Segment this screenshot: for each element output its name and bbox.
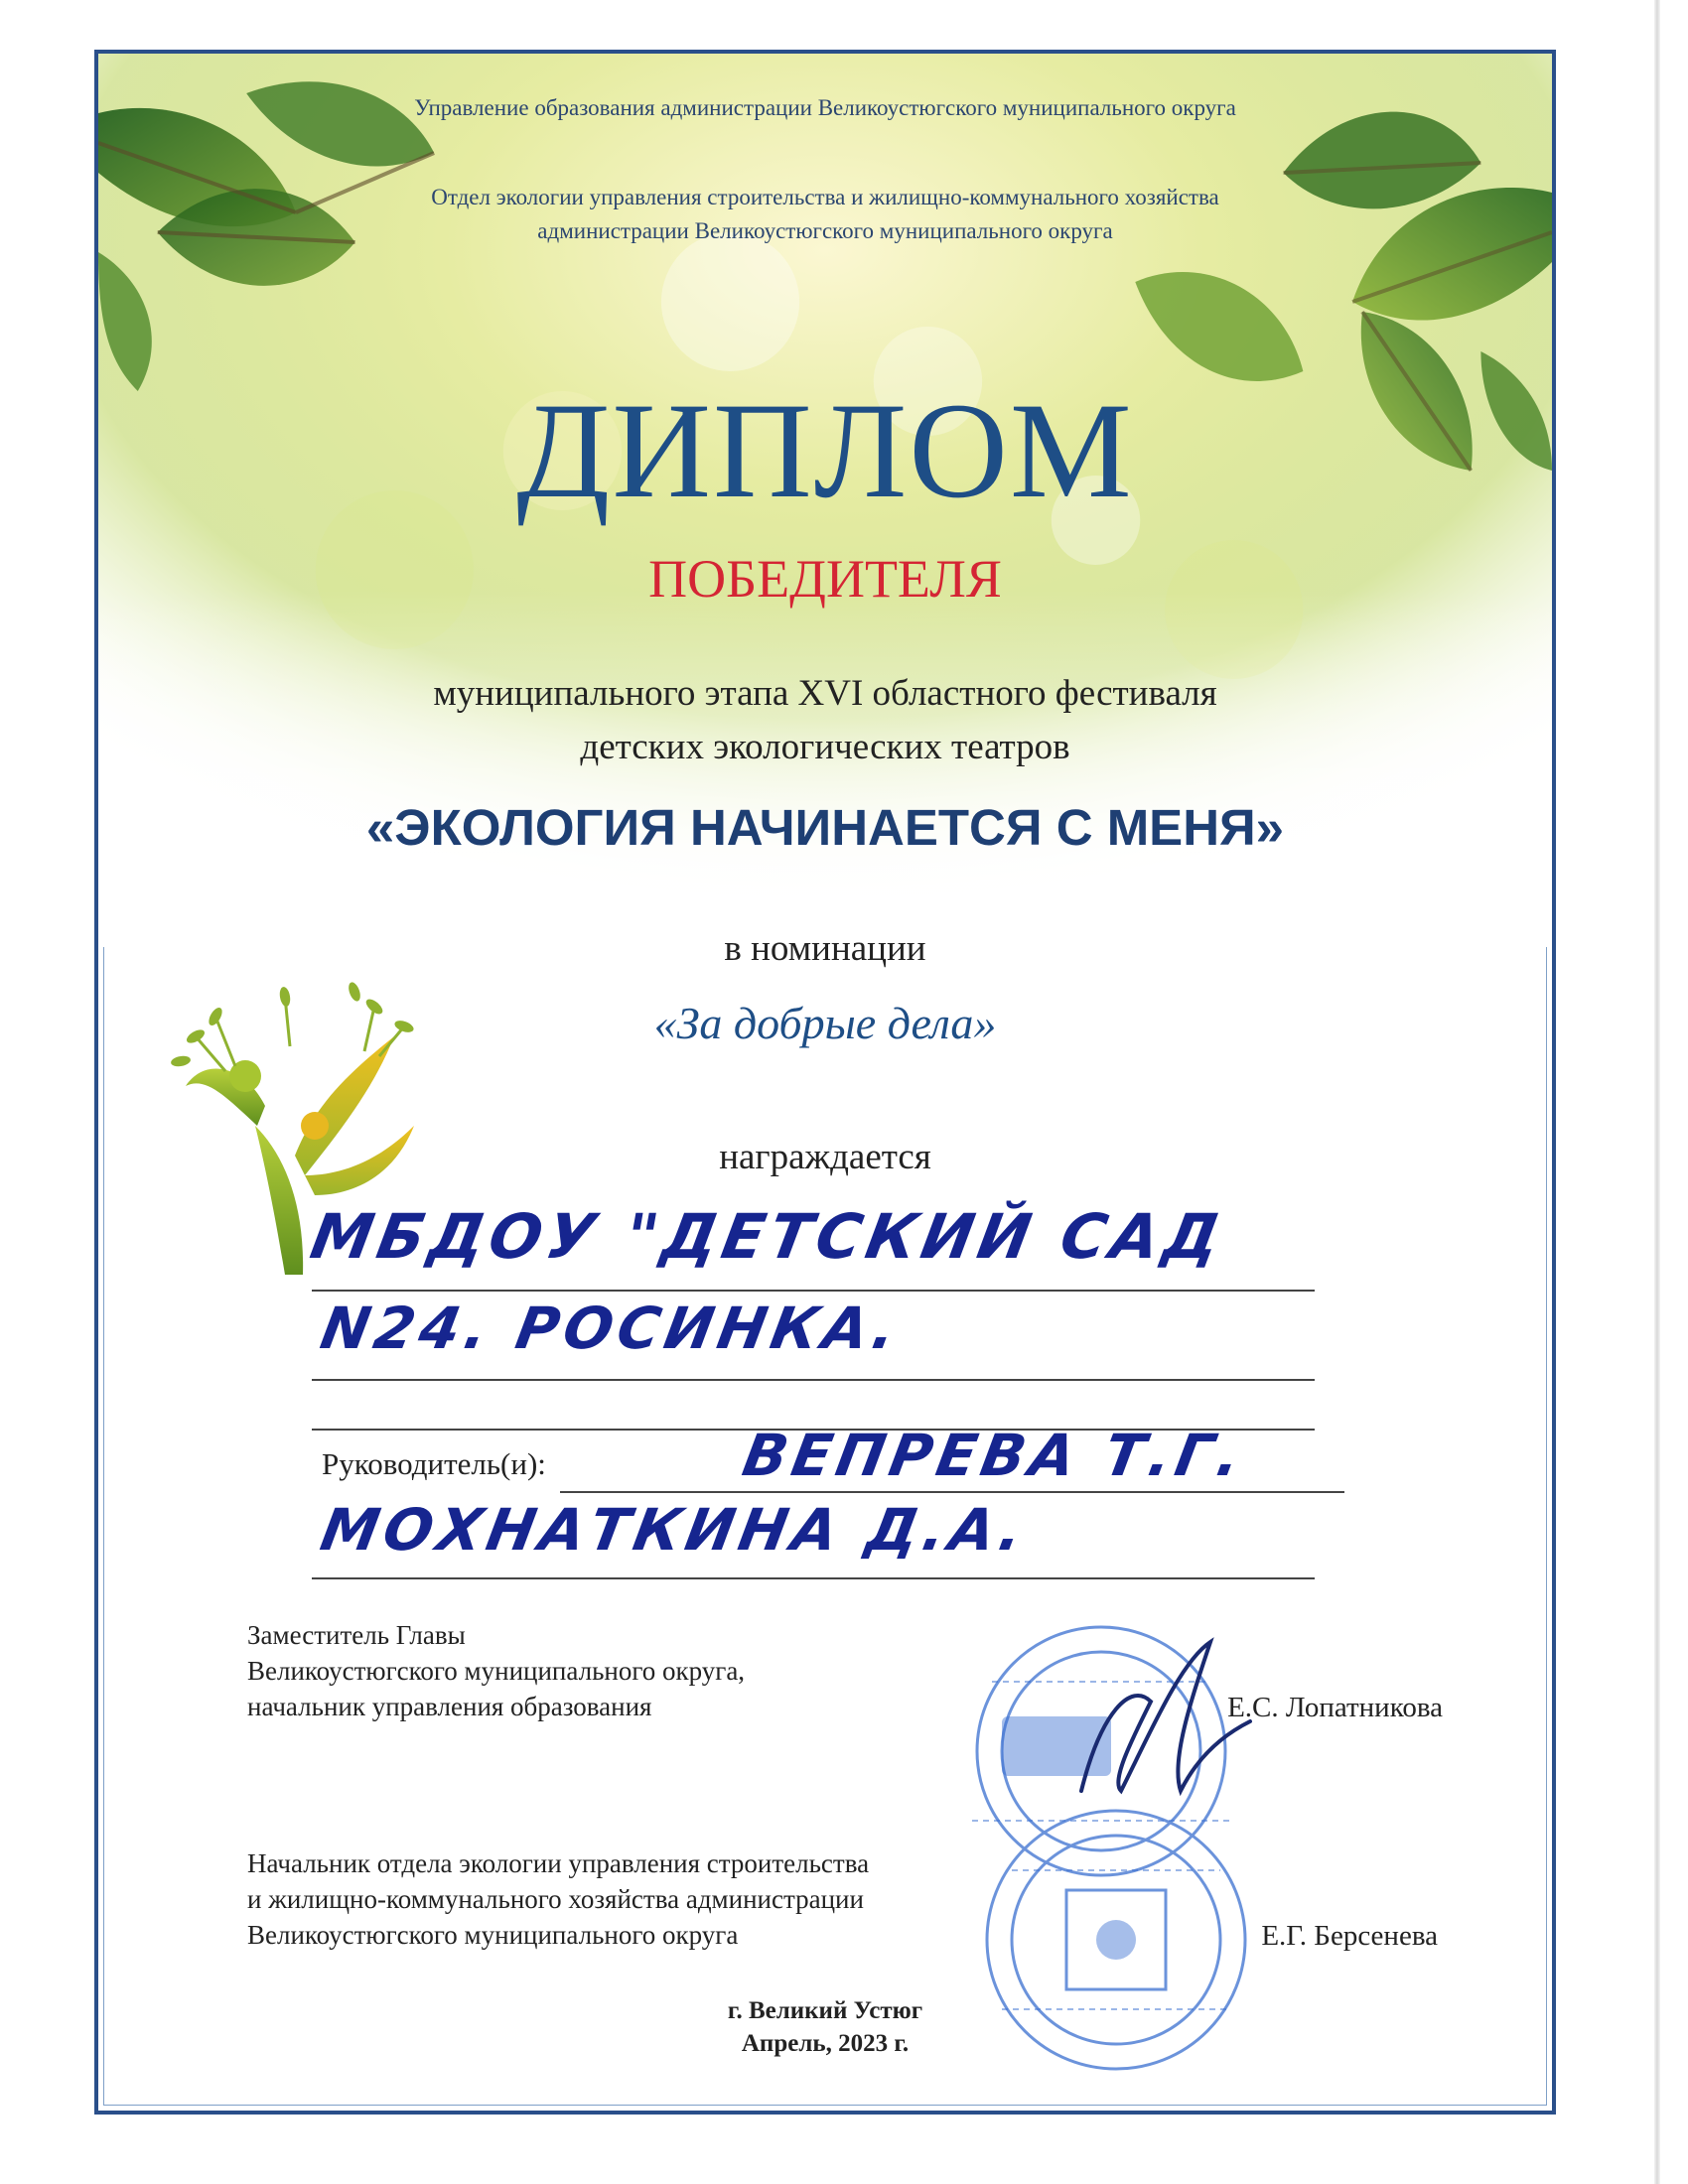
second-signatory-title-line-2: и жилищно-коммунального хозяйства администрации [247, 1884, 864, 1914]
organization-line-2: Отдел экологии управления строительства и жилищно-коммунального хозяйства [431, 185, 1219, 209]
diploma-title: ДИПЛОМ [516, 374, 1134, 526]
first-signatory-title-line-3: начальник управления образования [247, 1692, 652, 1721]
footer-date: Апрель, 2023 г. [741, 2030, 910, 2057]
festival-slogan: «ЭКОЛОГИЯ НАЧИНАЕТСЯ С МЕНЯ» [365, 799, 1285, 856]
footer [98, 1994, 1552, 2060]
scan-paper-edge [1654, 0, 1660, 2184]
festival-description [98, 667, 1552, 774]
leader-2: МОХНАТКИНА Д.А. [316, 1496, 1033, 1564]
second-signatory-title-line-1: Начальник отдела экологии управления строительства [247, 1848, 870, 1878]
organization-line-3: администрации Великоустюгского муниципального округа [537, 218, 1113, 243]
footer-city: г. Великий Устюг [727, 1997, 923, 2024]
diploma-frame [94, 50, 1556, 2115]
recipient-underline-2 [312, 1379, 1315, 1381]
festival-line-1: муниципального этапа XVI областного фестиваля [433, 673, 1217, 714]
organization-line-1: Управление образования администрации Великоустюгского муниципального округа [414, 95, 1236, 120]
leader-underline-2 [312, 1577, 1315, 1579]
nomination-intro: в номинации [724, 928, 926, 969]
second-signatory-title [247, 1845, 869, 1953]
leader-underline-1 [560, 1491, 1344, 1493]
second-signatory-title-line-3: Великоустюгского муниципального округа [247, 1920, 739, 1950]
diploma-subtitle: ПОБЕДИТЕЛЯ [648, 549, 1002, 609]
second-signatory-name: Е.Г. Берсенева [1261, 1920, 1438, 1952]
leader-1: ВЕПРЕВА Т.Г. [738, 1422, 1251, 1489]
nomination-name: «За добрые дела» [653, 998, 997, 1048]
first-signatory-name: Е.С. Лопатникова [1227, 1692, 1443, 1723]
organization-lines-2 [98, 181, 1552, 248]
first-signatory-title [247, 1617, 745, 1724]
recipient-underline-1 [312, 1290, 1315, 1292]
recipient-line-2: N24. РОСИНКА. [316, 1295, 907, 1362]
leaders-label: Руководитель(и): [322, 1446, 546, 1481]
festival-line-2: детских экологических театров [580, 727, 1070, 767]
recipient-line-1: МБДОУ "ДЕТСКИЙ САД [305, 1200, 1231, 1273]
awarded-label: награждается [719, 1137, 931, 1177]
first-signatory-title-line-2: Великоустюгского муниципального округа, [247, 1656, 746, 1686]
first-signatory-title-line-1: Заместитель Главы [247, 1620, 466, 1650]
